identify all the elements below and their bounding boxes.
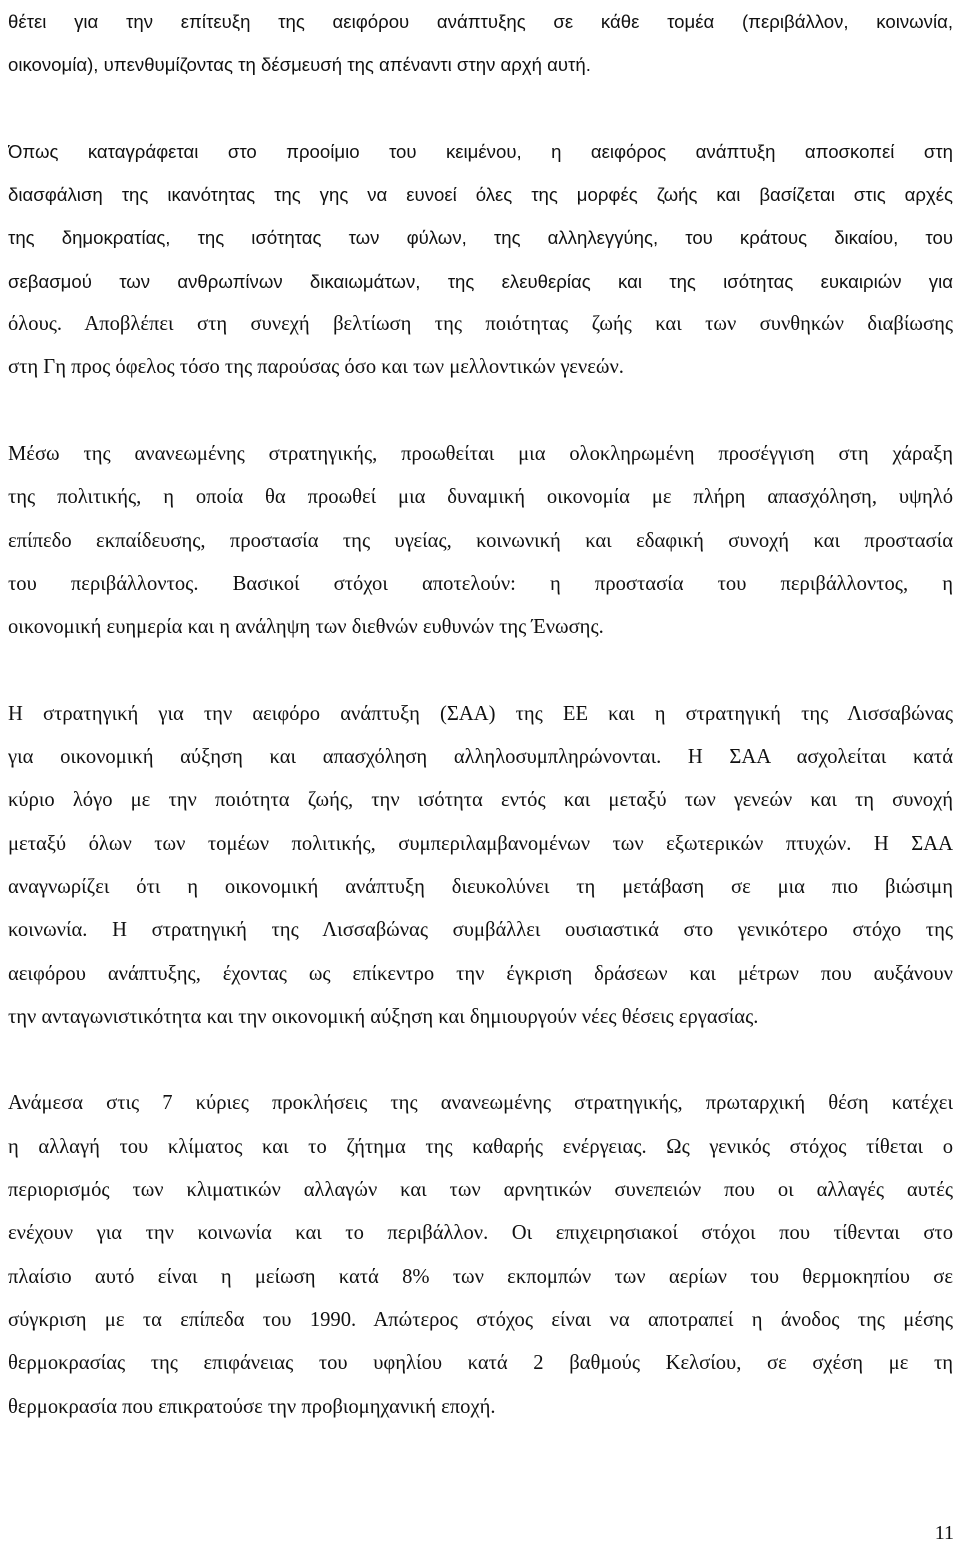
text-line: σύγκριση με τα επίπεδα του 1990. Απώτερος στόχος είναι να αποτραπεί η άνοδος της μέσης [8, 1308, 953, 1331]
text-line: οικονομική ευημερία και η ανάληψη των διεθνών ευθυνών της Ένωσης. [8, 616, 604, 639]
text-line: της δημοκρατίας, της ισότητας των φύλων, της αλληλεγγύης, του κράτους δικαίου, του [8, 227, 953, 249]
paragraph [8, 0, 953, 87]
document-page [8, 0, 953, 1429]
text-line: Η στρατηγική για την αειφόρο ανάπτυξη (ΣΑΑ) της ΕΕ και η στρατηγική της Λισσαβώνας [8, 702, 953, 725]
text-line: η αλλαγή του κλίματος και το ζήτημα της καθαρής ενέργειας. Ως γενικός στόχος τίθεται ο [8, 1135, 953, 1158]
text-line: θερμοκρασία που επικρατούσε την προβιομηχανική εποχή. [8, 1395, 496, 1418]
paragraph [8, 693, 953, 1039]
text-line: Ανάμεσα στις 7 κύριες προκλήσεις της ανανεωμένης στρατηγικής, πρωταρχική θέση κατέχει [8, 1092, 953, 1115]
text-line: κοινωνία. Η στρατηγική της Λισσαβώνας συμβάλλει ουσιαστικά στο γενικότερο στόχο της [8, 919, 953, 942]
paragraph-gap [8, 1039, 953, 1082]
paragraph [8, 1082, 953, 1428]
text-line: οικονομία), υπενθυμίζοντας τη δέσμευσή της απέναντι στην αρχή αυτή. [8, 54, 591, 76]
text-line: όλους. Αποβλέπει στη συνεχή βελτίωση της ποιότητας ζωής και των συνθηκών διαβίωσης [8, 313, 953, 336]
paragraph-gap [8, 87, 953, 130]
text-line: Όπως καταγράφεται στο προοίμιο του κειμένου, η αειφόρος ανάπτυξη αποσκοπεί στη [8, 140, 953, 162]
text-line: επίπεδο εκπαίδευσης, προστασία της υγείας, κοινωνική και εδαφική συνοχή και προστασία [8, 529, 953, 552]
text-line: για οικονομική αύξηση και απασχόληση αλληλοσυμπληρώνονται. Η ΣΑΑ ασχολείται κατά [8, 746, 953, 769]
paragraph-gap [8, 649, 953, 692]
text-line: της πολιτικής, η οποία θα προωθεί μια δυναμική οικονομία με πλήρη απασχόληση, υψηλό [8, 486, 953, 509]
text-line: Μέσω της ανανεωμένης στρατηγικής, προωθείται μια ολοκληρωμένη προσέγγιση στη χάραξη [8, 442, 953, 465]
text-line: αειφόρου ανάπτυξης, έχοντας ως επίκεντρο την έγκριση δράσεων και μέτρων που αυξάνουν [8, 962, 953, 985]
text-line: περιορισμός των κλιματικών αλλαγών και των αρνητικών συνεπειών που οι αλλαγές αυτές [8, 1179, 953, 1202]
text-line: στη Γη προς όφελος τόσο της παρούσας όσο και των μελλοντικών γενεών. [8, 356, 624, 379]
text-line: αναγνωρίζει ότι η οικονομική ανάπτυξη διευκολύνει τη μετάβαση σε μια πιο βιώσιμη [8, 875, 953, 898]
text-line: μεταξύ όλων των τομέων πολιτικής, συμπεριλαμβανομένων των εξωτερικών πτυχών. Η ΣΑΑ [8, 832, 953, 855]
page-number: 11 [934, 1522, 954, 1544]
paragraph [8, 433, 953, 649]
paragraph [8, 130, 953, 390]
text-line: ενέχουν για την κοινωνία και το περιβάλλον. Οι επιχειρησιακοί στόχοι που τίθενται στο [8, 1222, 953, 1245]
text-line: κύριο λόγο με την ποιότητα ζωής, την ισότητα εντός και μεταξύ των γενεών και τη συνοχή [8, 789, 953, 812]
paragraph-gap [8, 390, 953, 433]
text-line: την ανταγωνιστικότητα και την οικονομική αύξηση και δημιουργούν νέες θέσεις εργασίας. [8, 1005, 759, 1028]
text-line: του περιβάλλοντος. Βασικοί στόχοι αποτελούν: η προστασία του περιβάλλοντος, η [8, 572, 953, 595]
text-line: θέτει για την επίτευξη της αειφόρου ανάπτυξης σε κάθε τομέα (περιβάλλον, κοινωνία, [8, 11, 953, 32]
text-line: θερμοκρασίας της επιφάνειας του υφηλίου κατά 2 βαθμούς Κελσίου, σε σχέση με τη [8, 1352, 953, 1375]
text-line: σεβασμού των ανθρωπίνων δικαιωμάτων, της ελευθερίας και της ισότητας ευκαιριών για [8, 270, 953, 292]
text-line: διασφάλιση της ικανότητας της γης να ευνοεί όλες της μορφές ζωής και βασίζεται στις αρχές [8, 184, 953, 206]
text-line: πλαίσιο αυτό είναι η μείωση κατά 8% των εκπομπών των αερίων του θερμοκηπίου σε [8, 1265, 953, 1288]
